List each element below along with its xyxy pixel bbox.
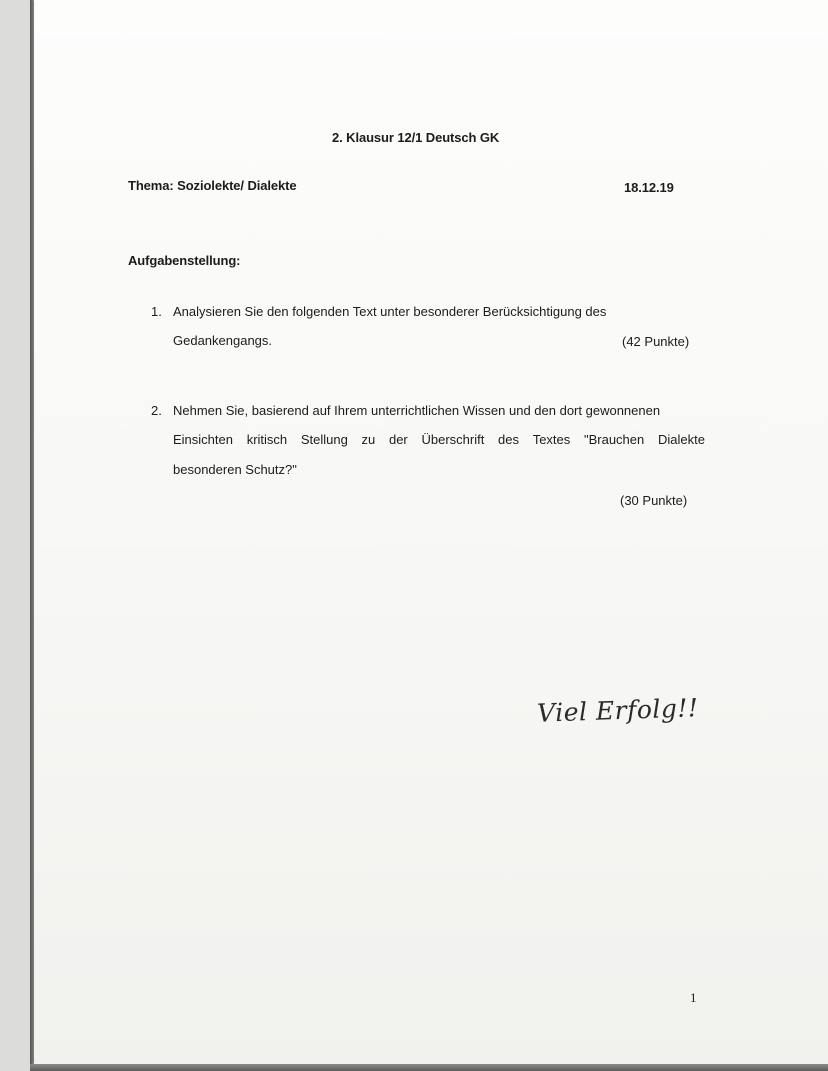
task-2-line-2-word: Dialekte — [657, 432, 705, 447]
task-2-line-2-word: zu — [361, 432, 376, 447]
task-2-number: 2. — [151, 403, 162, 418]
paper-sheet — [34, 0, 828, 1064]
task-2-line-2-word: Einsichten — [173, 432, 233, 447]
page-bottom-edge — [30, 1064, 828, 1071]
task-2-line-2-word: der — [388, 432, 408, 447]
tasks-heading: Aufgabenstellung: — [128, 253, 241, 268]
task-2-line-2 — [173, 432, 705, 448]
task-2-line-2-word: Überschrift — [421, 432, 485, 447]
exam-date: 18.12.19 — [624, 180, 674, 195]
task-2-points: (30 Punkte) — [620, 493, 688, 508]
task-2-line-1: Nehmen Sie, basierend auf Ihrem unterrichtlichen Wissen und den dort gewonnenen — [173, 403, 661, 418]
task-2-line-2-word: Stellung — [300, 432, 348, 447]
handwritten-closing: Viel Erfolg!! — [536, 693, 699, 728]
task-2-line-2-word: "Brauchen — [583, 432, 645, 447]
task-1-points: (42 Punkte) — [622, 334, 690, 349]
exam-topic: Thema: Soziolekte/ Dialekte — [128, 178, 297, 193]
task-1-line-1: Analysieren Sie den folgenden Text unter besonderer Berücksichtigung des — [173, 304, 607, 319]
task-2-line-2-word: kritisch — [246, 432, 288, 447]
task-2-line-2-word: des — [498, 432, 519, 447]
task-1-number: 1. — [151, 304, 162, 319]
page-number: 1 — [690, 990, 697, 1005]
task-2-line-2-word: Textes — [532, 432, 571, 447]
task-2-line-3: besonderen Schutz?" — [173, 462, 297, 477]
exam-title: 2. Klausur 12/1 Deutsch GK — [332, 130, 500, 145]
task-1-line-2: Gedankengangs. — [173, 333, 273, 348]
